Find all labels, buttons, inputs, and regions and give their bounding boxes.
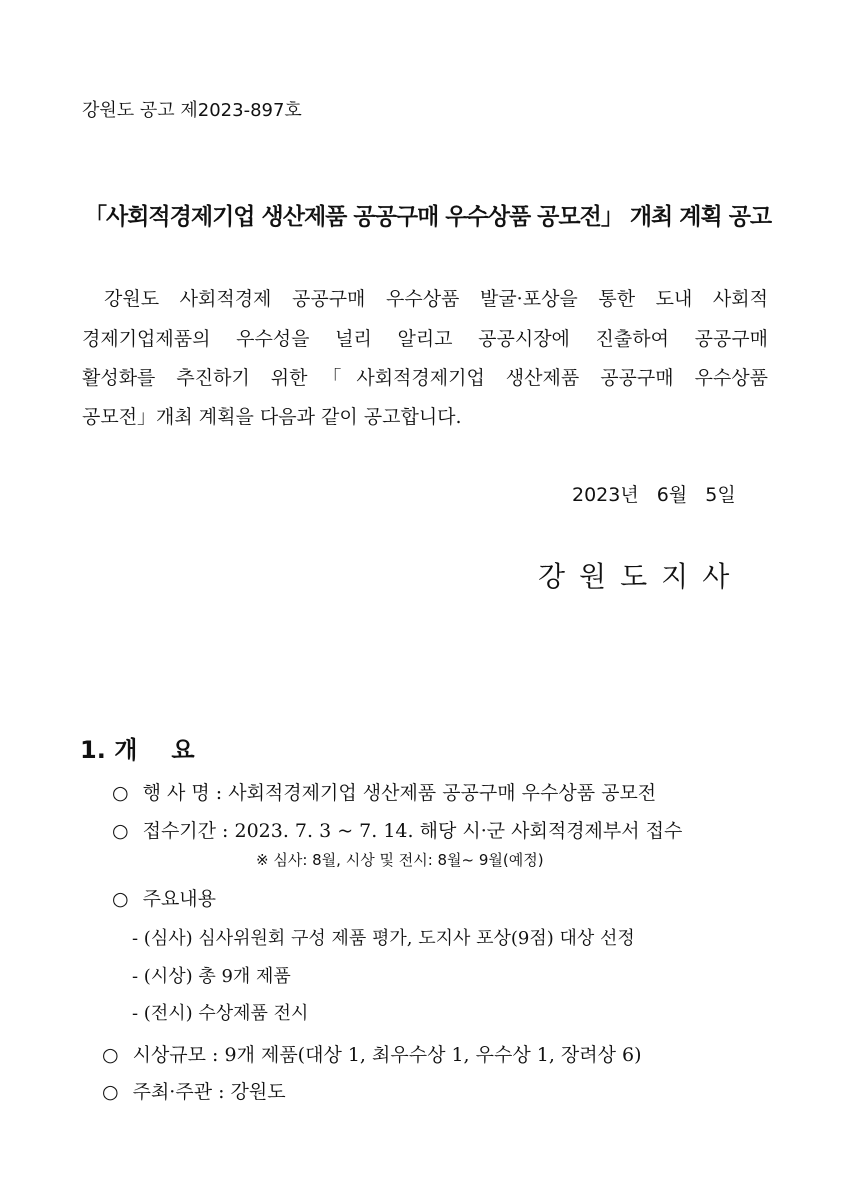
sub-list-item: - (전시) 수상제품 전시 — [132, 1003, 309, 1024]
sub-list-item: - (시상) 총 9개 제품 — [132, 966, 291, 987]
notice-date: 2023년 6월 5일 — [572, 484, 736, 506]
list-item-main-content — [112, 884, 216, 911]
circle-bullet-icon: ○ — [102, 1044, 119, 1066]
notice-number: 강원도 공고 제2023-897호 — [82, 100, 302, 121]
list-item-event-name — [112, 778, 656, 805]
list-item-text: 주요내용 — [142, 888, 217, 910]
section-heading — [80, 730, 195, 765]
list-item-text: 주최·주관 : 강원도 — [132, 1081, 286, 1103]
body-paragraph-line: 활성화를 추진하기 위한「사회적경제기업 생산제품 공공구매 우수상품 — [82, 367, 768, 389]
sub-list-item: - (심사) 심사위원회 구성 제품 평가, 도지사 포상(9점) 대상 선정 — [132, 928, 635, 949]
list-item-text: 행 사 명 : 사회적경제기업 생산제품 공공구매 우수상품 공모전 — [142, 782, 657, 804]
body-paragraph-line: 강원도 사회적경제 공공구매 우수상품 발굴·포상을 통한 도내 사회적 — [104, 288, 768, 310]
body-paragraph-line: 공모전」개최 계획을 다음과 같이 공고합니다. — [82, 406, 462, 428]
page-title: 「사회적경제기업 생산제품 공공구매 우수상품 공모전」 개최 계획 공고 — [84, 204, 772, 230]
list-item-host — [102, 1077, 286, 1104]
list-item-award-scale — [102, 1040, 642, 1067]
section-title-part: 요 — [171, 736, 195, 764]
circle-bullet-icon: ○ — [112, 820, 129, 842]
section-title-part: 개 — [114, 736, 138, 764]
list-item-text: 시상규모 : 9개 제품(대상 1, 최우수상 1, 우수상 1, 장려상 6) — [132, 1044, 642, 1066]
list-item-period — [112, 816, 682, 843]
circle-bullet-icon: ○ — [102, 1081, 119, 1103]
section-number: 1. — [80, 736, 106, 764]
list-item-text: 접수기간 : 2023. 7. 3 ~ 7. 14. 해당 시·군 사회적경제부서 접수 — [142, 820, 683, 842]
issuer-signature: 강원도지사 — [538, 560, 744, 593]
circle-bullet-icon: ○ — [112, 782, 129, 804]
body-paragraph-line: 경제기업제품의 우수성을 널리 알리고 공공시장에 진출하여 공공구매 — [82, 328, 768, 350]
circle-bullet-icon: ○ — [112, 888, 129, 910]
period-note: ※ 심사: 8월, 시상 및 전시: 8월~ 9월(예정) — [256, 851, 544, 869]
